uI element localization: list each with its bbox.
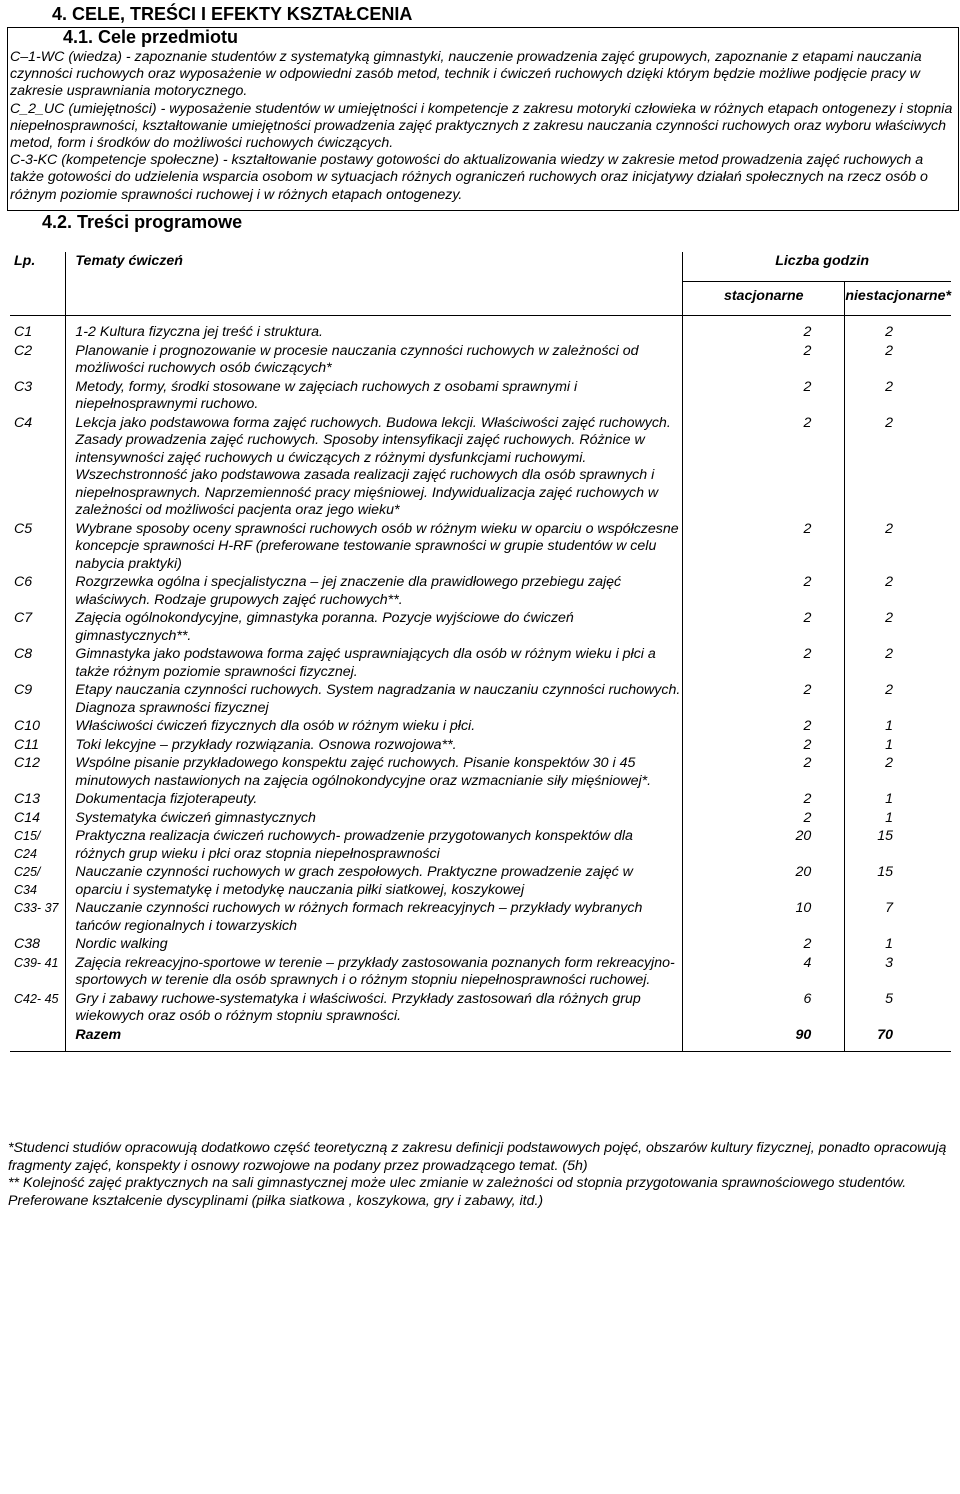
total-row bbox=[10, 1026, 951, 1045]
row-stationary-hours: 2 bbox=[683, 681, 845, 717]
footnote: ** Kolejność zajęć praktycznych na sali gimnastycznej może ulec zmianie w zależności od stopnia przygotowania sprawnościowego studentów. Preferowane kształcenie dyscyplinami (piłka siatkowa , koszykowa, gry i zabawy, itd.) bbox=[8, 1175, 907, 1209]
row-lp: C11 bbox=[10, 736, 66, 755]
total-label: Razem bbox=[66, 1026, 683, 1045]
row-topic: Metody, formy, środki stosowane w zajęciach ruchowych z osobami sprawnymi i niepełnosprawnymi ruchowo. bbox=[66, 378, 683, 414]
row-topic: Praktyczna realizacja ćwiczeń ruchowych- prowadzenie przygotowanych konspektów dla różnych grup wieku i płci oraz stopnia niepełnosprawności bbox=[66, 827, 683, 863]
table-row bbox=[10, 954, 951, 990]
row-lp: C42- 45 bbox=[10, 990, 66, 1026]
total-lp-cell bbox=[10, 1026, 66, 1045]
row-nonstationary-hours: 7 bbox=[885, 900, 893, 916]
header-stationary: stacjonarne bbox=[683, 282, 845, 316]
goal-paragraph: C–1-WC (wiedza) - zapoznanie studentów z systematyką gimnastyki, nauczenie prowadzenia zajęć grupowych, zapoznanie z etapami nauczania czynności ruchowych oraz wyposażenie w odpowiedni zasób metod, technik i ćwiczeń ruchowych dzięki którym będzie możliwe podjęcie pracy w zakresie usprawniania motorycznego. bbox=[10, 49, 922, 100]
row-stationary-hours: 2 bbox=[683, 717, 845, 736]
row-lp: C38 bbox=[10, 935, 66, 954]
row-topic: Nauczanie czynności ruchowych w różnych formach rekreacyjnych – przykłady wybranych tańców regionalnych i towarzyskich bbox=[66, 899, 683, 935]
header-lp: Lp. bbox=[10, 252, 66, 316]
row-topic: Etapy nauczania czynności ruchowych. System nagradzania w nauczaniu czynności ruchowych. Diagnoza sprawności fizycznej bbox=[66, 681, 683, 717]
row-stationary-hours: 10 bbox=[683, 899, 845, 935]
row-nonstationary-hours: 3 bbox=[885, 954, 893, 971]
table-row bbox=[10, 609, 951, 645]
row-nonstationary-hours: 2 bbox=[885, 610, 893, 626]
row-topic: Nauczanie czynności ruchowych w grach zespołowych. Praktyczne prowadzenie zajęć w oparciu i systematykę i metodykę nauczania piłki siatkowej, koszykowej bbox=[66, 863, 683, 899]
total-nonstationary: 70 bbox=[877, 1026, 893, 1043]
row-stationary-hours: 2 bbox=[683, 414, 845, 520]
table-row bbox=[10, 863, 951, 899]
row-nonstationary-hours: 15 bbox=[877, 828, 893, 844]
row-topic: Wybrane sposoby oceny sprawności ruchowych osób w różnym wieku w oparciu o współczesne koncepcje sprawności H-RF (preferowane testowanie sprawności w grupie studentów w celu nabycia praktyki) bbox=[66, 520, 683, 574]
row-nonstationary-hours: 5 bbox=[885, 990, 893, 1007]
row-nonstationary-hours: 2 bbox=[885, 342, 893, 359]
row-lp: C15/ C24 bbox=[10, 827, 66, 863]
row-topic: Zajęcia rekreacyjno-sportowe w terenie – przykłady zastosowania poznanych form rekreacyjno-sportowych w terenie dla osób sprawnych i o różnym stopniu niepełnosprawności ruchowej. bbox=[66, 954, 683, 990]
row-stationary-hours: 2 bbox=[683, 520, 845, 574]
row-lp: C8 bbox=[10, 645, 66, 681]
row-stationary-hours: 20 bbox=[683, 863, 845, 899]
row-nonstationary-hours: 1 bbox=[885, 936, 893, 952]
row-stationary-hours: 2 bbox=[683, 736, 845, 755]
row-topic: Toki lekcyjne – przykłady rozwiązania. Osnowa rozwojowa**. bbox=[66, 736, 683, 755]
section-title: 4. CELE, TREŚCI I EFEKTY KSZTAŁCENIA bbox=[52, 4, 413, 24]
goals-box bbox=[7, 27, 959, 211]
goal-paragraph: C-3-KC (kompetencje społeczne) - kształtowanie postawy gotowości do aktualizowania wiedzy w zakresie metod prowadzenia zajęć ruchowych a także gotowości do udzielenia wsparcia osobom w sytuacjach różnych ograniczeń ruchowych oraz inicjatywy działań społecznych na rzecz osób o różnym poziomie sprawności ruchowej i w różnych etapach ontogenezy. bbox=[10, 152, 928, 203]
table-row bbox=[10, 645, 951, 681]
row-topic: Planowanie i prognozowanie w procesie nauczania czynności ruchowych w zależności od możliwości ruchowych osób ćwiczących* bbox=[66, 342, 683, 378]
table-row bbox=[10, 827, 951, 863]
table-row bbox=[10, 935, 951, 954]
row-lp: C6 bbox=[10, 573, 66, 609]
table-row bbox=[10, 520, 951, 574]
row-stationary-hours: 2 bbox=[683, 645, 845, 681]
row-lp: C5 bbox=[10, 520, 66, 574]
row-topic: Gimnastyka jako podstawowa forma zajęć usprawniających dla osób w różnym wieku i płci a także różnym poziomie sprawności fizycznej. bbox=[66, 645, 683, 681]
footnote: *Studenci studiów opracowują dodatkowo część teoretyczną z zakresu definicji podstawowych pojęć, obszarów kultury fizycznej, ponadto opracowują fragmenty zajęć, konspekty i osnowy rozwojowe na podany przez prowadzącego temat. (5h) bbox=[8, 1140, 947, 1174]
row-nonstationary-hours: 2 bbox=[885, 520, 893, 537]
row-lp: C10 bbox=[10, 717, 66, 736]
table-row bbox=[10, 899, 951, 935]
total-stationary: 90 bbox=[683, 1026, 845, 1045]
row-lp: C39- 41 bbox=[10, 954, 66, 990]
row-topic: Rozgrzewka ogólna i specjalistyczna – jej znaczenie dla prawidłowego przebiegu zajęć właściwych. Rodzaje grupowych zajęć ruchowych**. bbox=[66, 573, 683, 609]
table-row bbox=[10, 809, 951, 828]
row-stationary-hours: 2 bbox=[683, 323, 845, 342]
row-nonstationary-hours: 2 bbox=[885, 574, 893, 590]
header-topics: Tematy ćwiczeń bbox=[66, 252, 683, 316]
row-nonstationary-hours: 15 bbox=[877, 864, 893, 880]
table-row bbox=[10, 754, 951, 790]
row-nonstationary-hours: 2 bbox=[885, 646, 893, 662]
row-lp: C3 bbox=[10, 378, 66, 414]
row-stationary-hours: 2 bbox=[683, 809, 845, 828]
row-stationary-hours: 2 bbox=[683, 790, 845, 809]
row-lp: C33- 37 bbox=[10, 899, 66, 935]
row-lp: C7 bbox=[10, 609, 66, 645]
row-stationary-hours: 2 bbox=[683, 754, 845, 790]
row-lp: C9 bbox=[10, 681, 66, 717]
row-topic: Gry i zabawy ruchowe-systematyka i właściwości. Przykłady zastosowań dla różnych grup wiekowych oraz osób o różnym stopniu sprawności. bbox=[66, 990, 683, 1026]
row-lp: C2 bbox=[10, 342, 66, 378]
row-topic: 1-2 Kultura fizyczna jej treść i struktura. bbox=[66, 323, 683, 342]
row-topic: Nordic walking bbox=[66, 935, 683, 954]
row-stationary-hours: 2 bbox=[683, 378, 845, 414]
table-row bbox=[10, 790, 951, 809]
row-nonstationary-hours: 2 bbox=[885, 414, 893, 431]
row-lp: C4 bbox=[10, 414, 66, 520]
row-lp: C25/ C34 bbox=[10, 863, 66, 899]
table-row bbox=[10, 990, 951, 1026]
row-topic: Wspólne pisanie przykładowego konspektu zajęć ruchowych. Pisanie konspektów 30 i 45 minutowych nastawionych na zajęcia ogólnokondycyjne oraz wzmacnianie siły mięśniowej*. bbox=[66, 754, 683, 790]
table-row bbox=[10, 323, 951, 342]
row-stationary-hours: 2 bbox=[683, 342, 845, 378]
program-table bbox=[10, 252, 951, 1052]
row-topic: Zajęcia ogólnokondycyjne, gimnastyka poranna. Pozycje wyjściowe do ćwiczeń gimnastycznych**. bbox=[66, 609, 683, 645]
row-nonstationary-hours: 2 bbox=[885, 378, 893, 395]
goals-title: 4.1. Cele przedmiotu bbox=[63, 27, 239, 47]
row-lp: C14 bbox=[10, 809, 66, 828]
footnotes bbox=[8, 1140, 953, 1210]
row-lp: C1 bbox=[10, 323, 66, 342]
goal-paragraph: C_2_UC (umiejętności) - wyposażenie studentów w umiejętności i kompetencje z zakresu motoryki człowieka w różnych etapach ontogenezy i stopnia niepełnosprawności, kształtowanie umiejętności prowadzenia zajęć praktycznych z zakresu nauczania czynności ruchowych oraz wyboru właściwych metod, form i środków do możliwości ruchowych ćwiczących. bbox=[10, 100, 953, 152]
table-row bbox=[10, 414, 951, 520]
row-nonstationary-hours: 1 bbox=[885, 809, 893, 826]
row-nonstationary-hours: 1 bbox=[885, 736, 893, 753]
header-hours: Liczba godzin bbox=[683, 252, 951, 282]
row-nonstationary-hours: 2 bbox=[885, 682, 893, 698]
table-row bbox=[10, 378, 951, 414]
table-row bbox=[10, 717, 951, 736]
row-nonstationary-hours: 2 bbox=[885, 755, 893, 771]
row-lp: C12 bbox=[10, 754, 66, 790]
row-nonstationary-hours: 1 bbox=[885, 718, 893, 734]
row-stationary-hours: 2 bbox=[683, 573, 845, 609]
row-lp: C13 bbox=[10, 790, 66, 809]
row-stationary-hours: 2 bbox=[683, 609, 845, 645]
row-stationary-hours: 4 bbox=[683, 954, 845, 990]
table-row bbox=[10, 342, 951, 378]
table-header-row bbox=[10, 252, 951, 282]
row-nonstationary-hours: 2 bbox=[885, 324, 893, 340]
table-end-row bbox=[10, 1044, 951, 1052]
row-stationary-hours: 6 bbox=[683, 990, 845, 1026]
row-topic: Dokumentacja fizjoterapeuty. bbox=[66, 790, 683, 809]
row-nonstationary-hours: 1 bbox=[885, 791, 893, 807]
table-row bbox=[10, 736, 951, 755]
spacer-row bbox=[10, 316, 951, 324]
table-row bbox=[10, 573, 951, 609]
row-topic: Lekcja jako podstawowa forma zajęć ruchowych. Budowa lekcji. Właściwości zajęć ruchowych. Zasady prowadzenia zajęć ruchowych. Sposoby intensyfikacji zajęć ruchowych. Różnice w intensywności zajęć ruchowych u ćwiczących z różnymi dysfunkcjami ruchowymi. Wszechstronność jako podstawowa zasada realizacji zajęć ruchowych dla osób sprawnych i niepełnosprawnych. Naprzemienność pracy mięśniowej. Indywidualizacja zajęć ruchowych w zależności od możliwości pacjenta oraz jego wieku* bbox=[66, 414, 683, 520]
table-row bbox=[10, 681, 951, 717]
row-topic: Systematyka ćwiczeń gimnastycznych bbox=[66, 809, 683, 828]
row-topic: Właściwości ćwiczeń fizycznych dla osób w różnym wieku i płci. bbox=[66, 717, 683, 736]
header-nonstationary: niestacjonarne* bbox=[845, 282, 951, 316]
row-stationary-hours: 20 bbox=[683, 827, 845, 863]
program-title: 4.2. Treści programowe bbox=[42, 212, 243, 232]
row-stationary-hours: 2 bbox=[683, 935, 845, 954]
